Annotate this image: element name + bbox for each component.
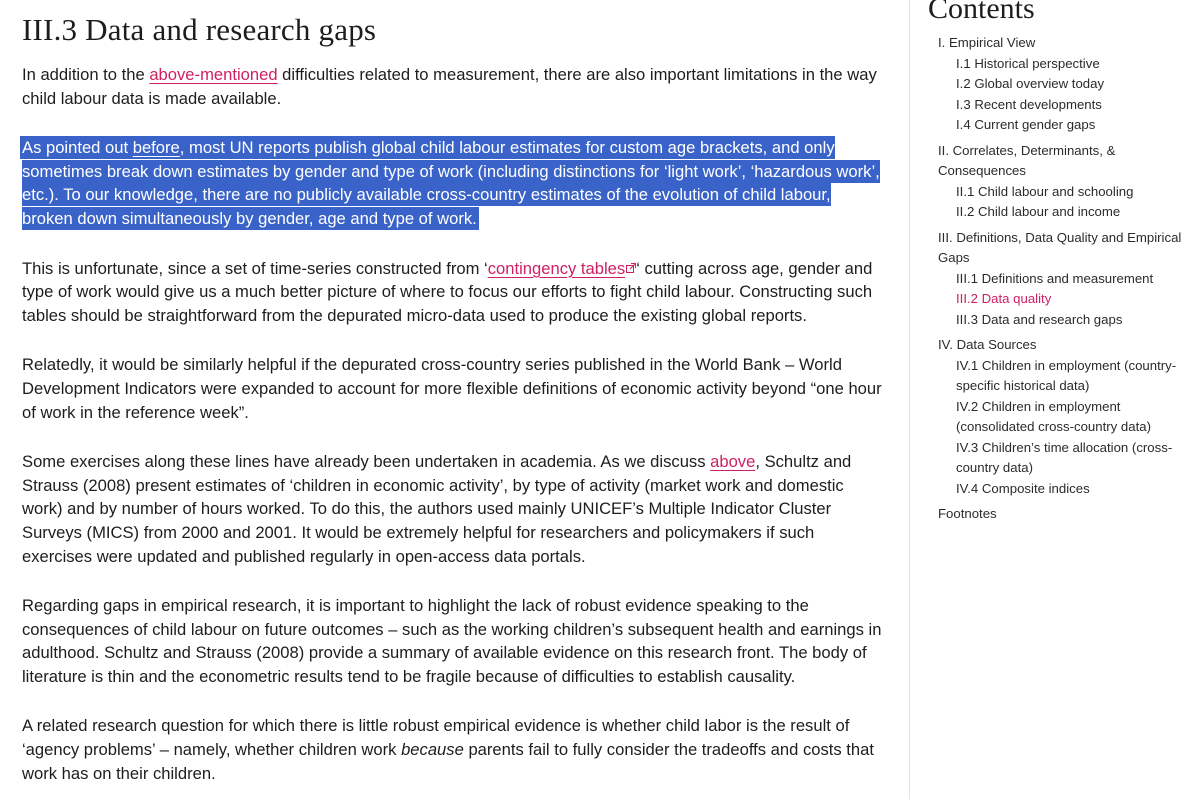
toc-item-link[interactable]: IV.4 Composite indices	[956, 480, 1090, 496]
toc-item-link[interactable]: III.3 Data and research gaps	[956, 311, 1123, 327]
toc-item-link[interactable]: IV.2 Children in employment (consolidated cross-country data)	[956, 398, 1151, 434]
toc-section-link[interactable]: III. Definitions, Data Quality and Empirical Gaps	[938, 229, 1182, 265]
article-body	[22, 0, 884, 811]
toc-section-link[interactable]: IV. Data Sources	[938, 337, 1037, 352]
text: A related research question for which there is little robust empirical evidence is whether child labor is the result of ‘agency problems’ – namely, whether children work	[22, 716, 850, 760]
above-mentioned-link[interactable]: above-mentioned	[149, 65, 278, 84]
external-link-icon	[626, 263, 636, 273]
text: As pointed out	[22, 138, 133, 158]
paragraph-2-selected	[22, 136, 884, 230]
selected-text	[22, 138, 880, 228]
toc-item-link[interactable]: IV.1 Children in employment (country-specific historical data)	[956, 357, 1177, 393]
toc-title: Contents	[928, 0, 1035, 25]
toc-list	[928, 33, 1196, 525]
toc-item-link[interactable]: II.2 Child labour and income	[956, 204, 1121, 219]
paragraph-4: Relatedly, it would be similarly helpful if the depurated cross-country series published in the World Bank – World Development Indicators were expanded to account for more flexible definitions of economic activity beyond “one hour of work in the reference week”.	[22, 355, 882, 422]
text: In addition to the	[22, 65, 150, 84]
text: Some exercises along these lines have already been undertaken in academia. As we discuss	[22, 452, 711, 472]
toc-item-link[interactable]: II.1 Child labour and schooling	[956, 183, 1134, 199]
toc-section-link[interactable]: I. Empirical View	[938, 35, 1036, 50]
paragraph-7	[22, 714, 884, 785]
toc-item-link[interactable]: IV.3 Children’s time allocation (cross-country data)	[956, 439, 1173, 475]
sidebar-divider	[909, 0, 910, 799]
toc-section	[928, 141, 1196, 223]
toc-item-link[interactable]: I.1 Historical perspective	[956, 55, 1100, 71]
text: difficulties related to measurement, there are also important limitations in the way child labour data is made available.	[22, 65, 877, 108]
emphasis: because	[401, 740, 464, 760]
toc-section	[928, 228, 1196, 331]
toc-section	[928, 504, 1196, 525]
paragraph-3	[22, 257, 884, 328]
text: This is unfortunate, since a set of time-series constructed from ‘	[22, 258, 488, 278]
paragraph-5	[22, 450, 884, 568]
section-heading: III.3 Data and research gaps	[22, 12, 377, 47]
paragraph-1	[22, 63, 884, 110]
toc-item-link[interactable]: I.4 Current gender gaps	[956, 117, 1096, 132]
toc-section-link[interactable]: Footnotes	[938, 506, 997, 521]
text: , Schultz and Strauss (2008) present estimates of ‘children in economic activity’, by type of activity (market work and domestic work) and by number of hours worked. To do this, the authors used mainly UNICEF’s Multiple Indicator Cluster Surveys (MICS) from 2000 and 2001. It would be extremely helpful for researchers and policymakers if such exercises were updated and published regularly in open-access data portals.	[22, 452, 852, 566]
toc-item-link[interactable]: III.2 Data quality	[956, 291, 1052, 306]
text: ‘ cutting across age, gender and type of work would give us a much better picture of where to focus our efforts to fight child labour. Constructing such tables should be straightforward from the depurated micro-data used to produce the existing global reports.	[22, 258, 873, 325]
text: , most UN reports publish global child labour estimates for custom age brackets, and only sometimes break down estimates by gender and type of work (including distinctions for ‘light work’, ‘hazardous work’, etc.). To our knowledge, there are no publicly available cross-country estimates of the evolution of child labour, broken down simultaneously by gender, age and type of work.	[22, 138, 880, 228]
toc-item-link[interactable]: III.1 Definitions and measurement	[956, 270, 1154, 286]
table-of-contents	[928, 0, 1196, 530]
link-text: contingency tables	[487, 258, 626, 278]
contingency-tables-link[interactable]	[488, 259, 636, 278]
toc-item-link[interactable]: I.2 Global overview today	[956, 76, 1105, 91]
paragraph-6: Regarding gaps in empirical research, it is important to highlight the lack of robust evidence speaking to the consequences of child labour on future outcomes – such as the working children’s subsequent health and earnings in adulthood. Schultz and Strauss (2008) provide a summary of available evidence on this research front. The body of literature is thin and the econometric results tend to be fragile because of difficulties to establish causality.	[22, 596, 882, 686]
text: parents fail to fully consider the tradeoffs and costs that work has on their children.	[22, 740, 874, 783]
above-link[interactable]: above	[710, 452, 756, 472]
toc-section	[928, 335, 1196, 499]
toc-section-link[interactable]: II. Correlates, Determinants, & Consequences	[938, 142, 1116, 178]
toc-section	[928, 33, 1196, 136]
toc-item-link[interactable]: I.3 Recent developments	[956, 96, 1102, 112]
before-link[interactable]: before	[132, 138, 180, 158]
